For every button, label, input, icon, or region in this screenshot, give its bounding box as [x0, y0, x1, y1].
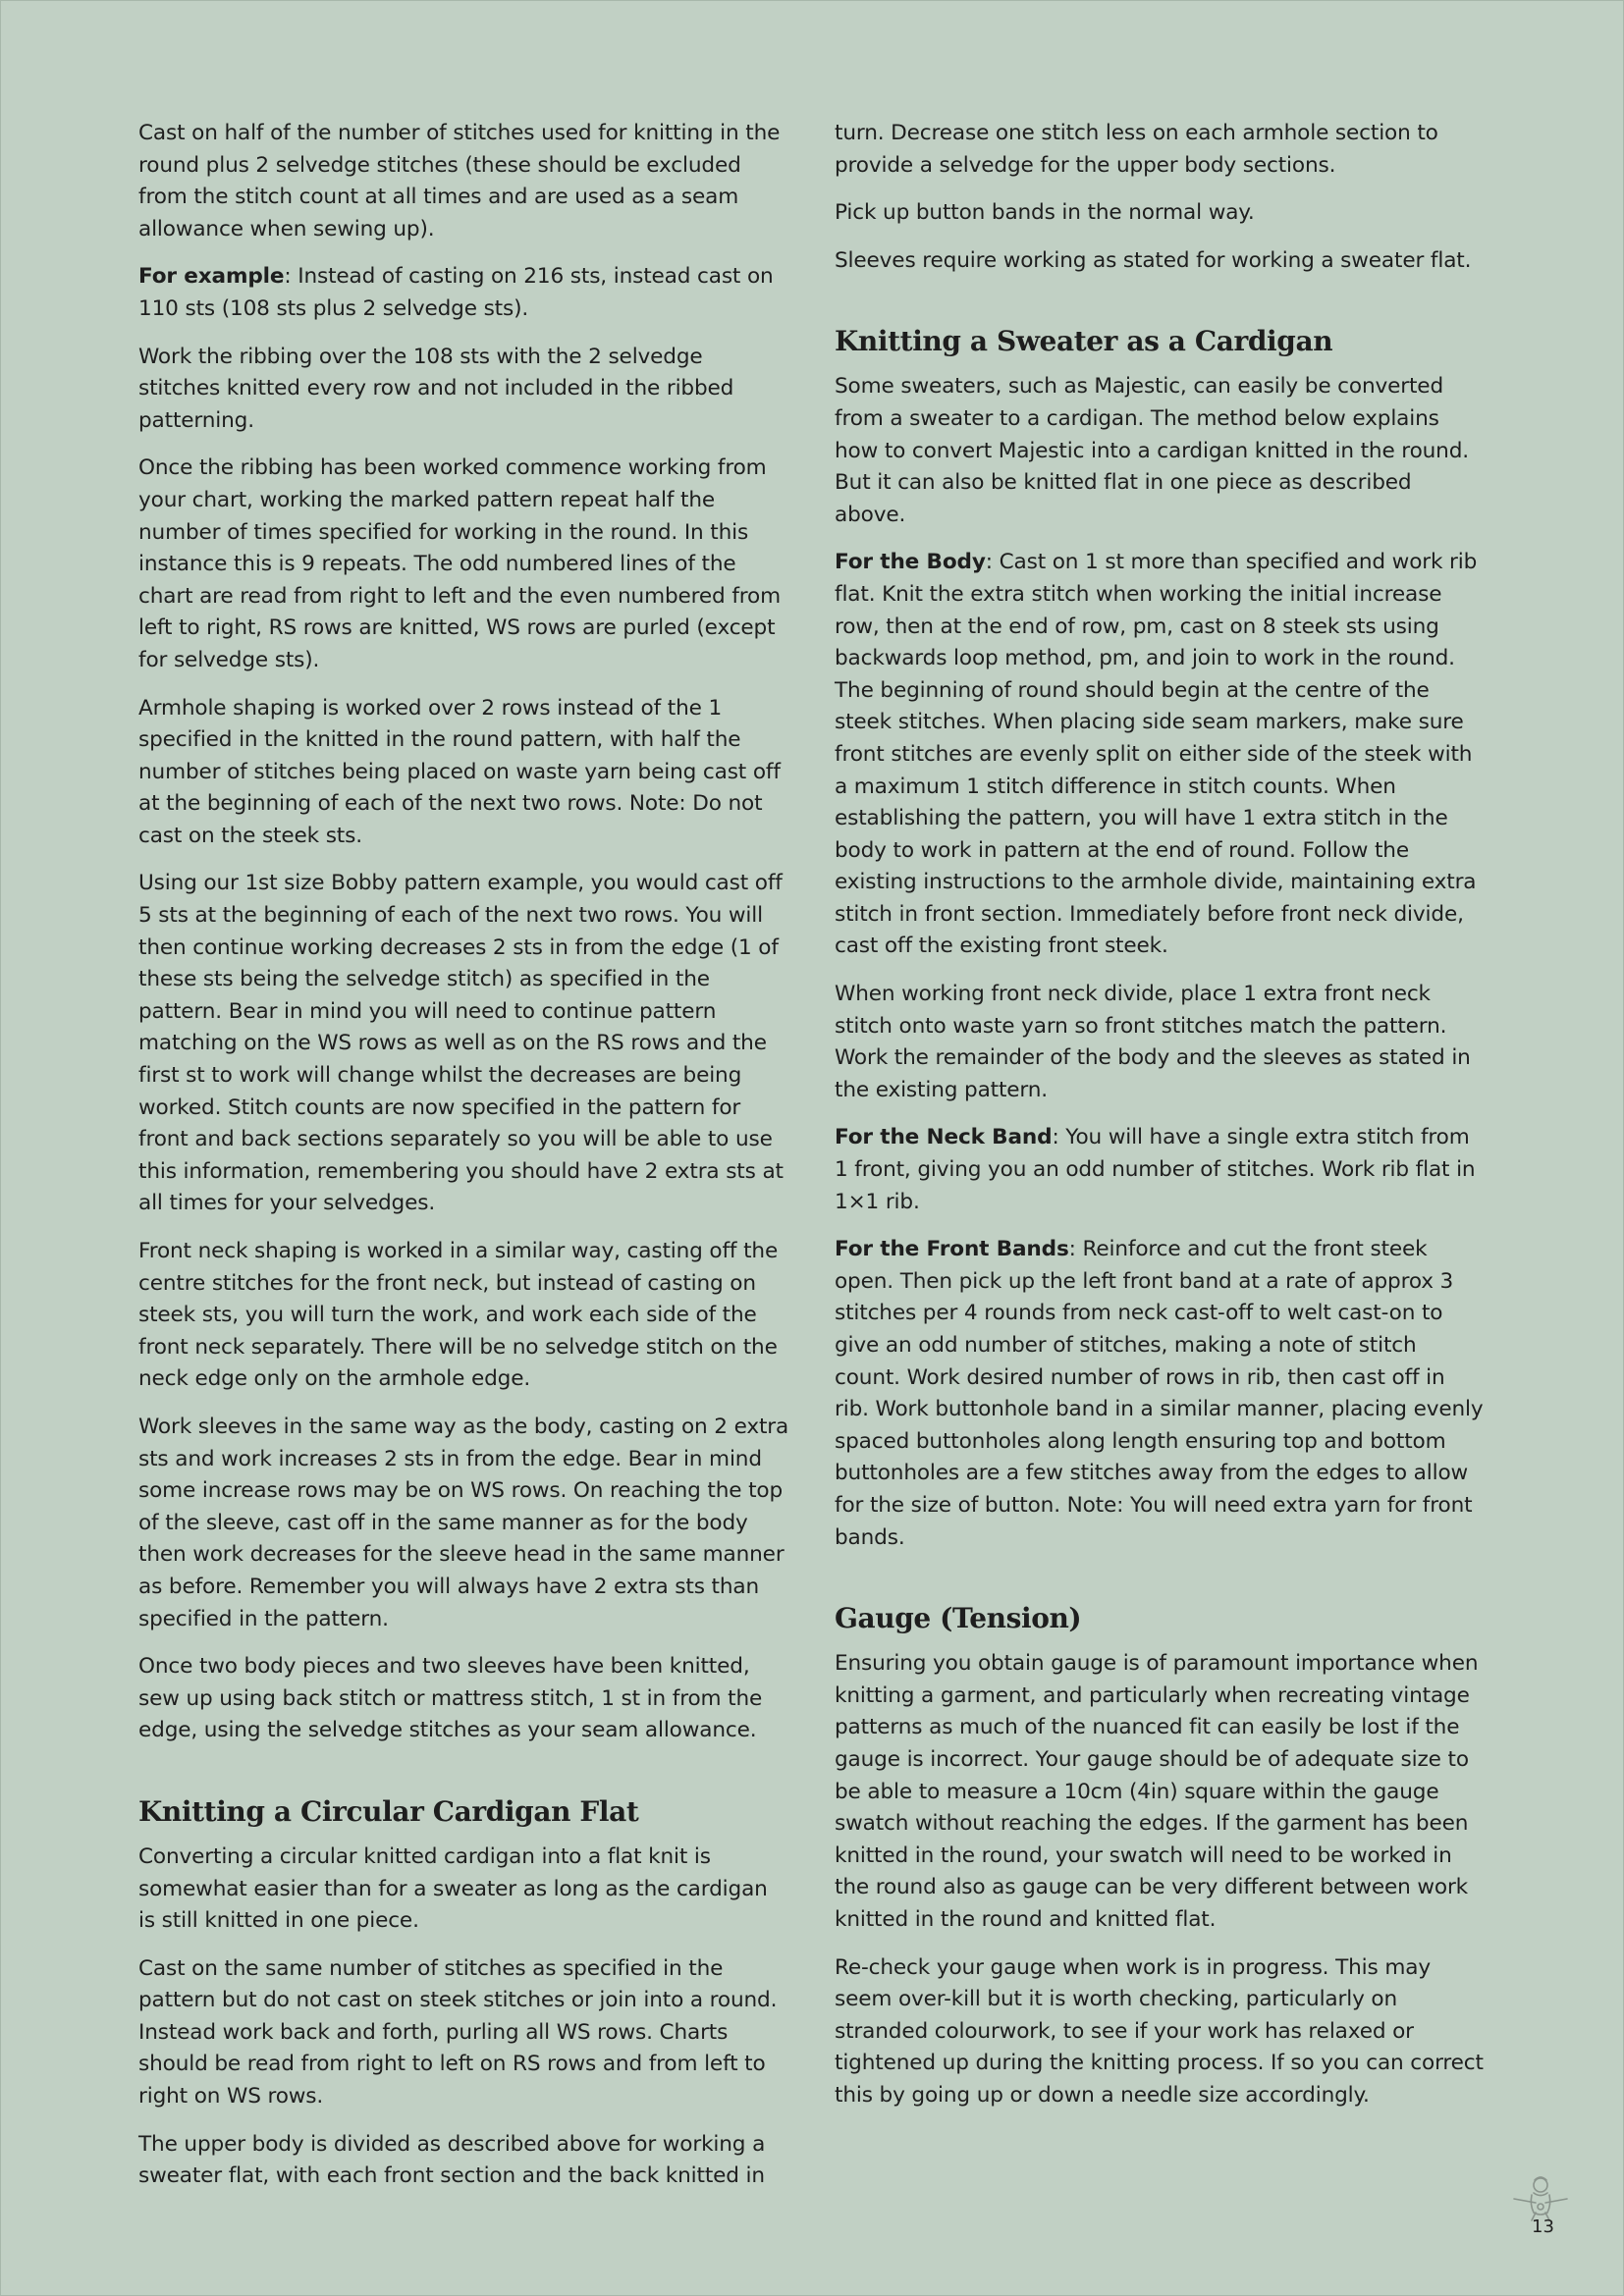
paragraph-gauge-importance: Ensuring you obtain gauge is of paramount importance when knitting a garment, and particularly when recreating vintage patterns as much of the nuanced fit can easily be lost if the gauge is incorrect. Your gauge should be of adequate size to be able to measure a 10cm (4in) square within the gauge swatch without reaching the edges. If the garment has been knitted in the round, your swatch will need to be worked in the round also as gauge can be very different between work knitted in the round and knitted flat.: [835, 1651, 1479, 1932]
heading-circular-cardigan-flat: Knitting a Circular Cardigan Flat: [138, 1794, 639, 1828]
paragraph-front-neck: Front neck shaping is worked in a similar way, casting off the centre stitches for the front neck, but instead of casting on steek sts, you will turn the work, and work each side of the front neck separately. There will be no selvedge stitch on the neck edge only on the armhole edge.: [138, 1239, 779, 1392]
for-example-label: For example: [138, 264, 285, 290]
neck-band-label: For the Neck Band: [835, 1125, 1053, 1150]
paragraph-converting: Converting a circular knitted cardigan into a flat knit is somewhat easier than for a sweater as long as the cardigan is still knitted in one piece.: [138, 1843, 768, 1934]
section-gap: [835, 1570, 1486, 1601]
left-column: [138, 118, 789, 2209]
paragraph-front-bands: [835, 1234, 1486, 1554]
section-gap: [138, 1763, 789, 1794]
paragraph-armhole: Armhole shaping is worked over 2 rows instead of the 1 specified in the knitted in the round pattern, with half the number of stitches being placed on waste yarn being cast off at the beginning of each of the next two rows. Note: Do not cast on the steek sts.: [138, 695, 781, 848]
paragraph-front-neck-divide: When working front neck divide, place 1 extra front neck stitch onto waste yarn so front stitches match the pattern. Work the remainder of the body and the sleeves as stated in the existing pattern.: [835, 982, 1471, 1102]
for-the-body-text: : Cast on 1 st more than specified and work rib flat. Knit the extra stitch when working the initial increase row, then at the end of row, pm, cast on 8 steek sts using backwards loop method, pm, and join to work in the round. The beginning of round should begin at the centre of the steek stitches. When placing side seam markers, make sure front stitches are evenly split on either side of the steek with a maximum 1 stitch difference in stitch counts. When establishing the pattern, you will have 1 extra stitch in the body to work in pattern at the end of round. Follow the existing instructions to the armhole divide, maintaining extra stitch in front section. Immediately before front neck divide, cast off the existing front steek.: [835, 550, 1478, 959]
paragraph-cast-on: Cast on half of the number of stitches used for knitting in the round plus 2 selvedge stitches (these should be excluded from the stitch count at all times and are used as a seam allowance when sewing up).: [138, 121, 781, 241]
page-number: 13: [1532, 2216, 1554, 2237]
for-example-text: : Instead of casting on 216 sts, instead cast on 110 sts (108 sts plus 2 selvedge sts).: [138, 264, 774, 321]
paragraph-turn: turn. Decrease one stitch less on each armhole section to provide a selvedge for the upper body sections.: [835, 121, 1438, 178]
paragraph-sew-up: Once two body pieces and two sleeves have been knitted, sew up using back stitch or mattress stitch, 1 st in from the edge, using the selvedge stitches as your seam allowance.: [138, 1654, 763, 1743]
paragraph-ribbing: Work the ribbing over the 108 sts with the 2 selvedge stitches knitted every row and not included in the ribbed patterning.: [138, 344, 734, 433]
paragraph-bobby-example: Using our 1st size Bobby pattern example, you would cast off 5 sts at the beginning of each of the next two rows. You will then continue working decreases 2 sts in from the edge (1 of these sts being the selvedge stitch) as specified in the pattern. Bear in mind you will need to continue pattern matching on the WS rows as well as on the RS rows and the first st to work will change whilst the decreases are being worked. Stitch counts are now specified in the pattern for front and back sections separately so you will be able to use this information, remembering you should have 2 extra sts at all times for your selvedges.: [138, 871, 784, 1216]
paragraph-sleeves: Work sleeves in the same way as the body, casting on 2 extra sts and work increases 2 sts in from the edge. Bear in mind some increase rows may be on WS rows. On reaching the top of the sleeve, cast off in the same manner as for the body then work decreases for the sleeve head in the same manner as before. Remember you will always have 2 extra sts than specified in the pattern.: [138, 1414, 789, 1631]
neck-band-text: : You will have a single extra stitch from 1 front, giving you an odd number of stitches. Work rib flat in 1×1 rib.: [835, 1125, 1476, 1214]
paragraph-upper-body: The upper body is divided as described above for working a sweater flat, with each front section and the back knitted in: [138, 2131, 766, 2189]
paragraph-for-example: [138, 261, 789, 325]
paragraph-for-the-body: [835, 547, 1486, 963]
heading-sweater-as-cardigan: Knitting a Sweater as a Cardigan: [835, 325, 1333, 358]
right-column: [835, 118, 1486, 2127]
paragraph-sleeves-flat: Sleeves require working as stated for working a sweater flat.: [835, 247, 1472, 273]
heading-gauge: Gauge (Tension): [835, 1602, 1082, 1635]
paragraph-button-bands: Pick up button bands in the normal way.: [835, 200, 1255, 226]
paragraph-majestic: Some sweaters, such as Majestic, can easily be converted from a sweater to a cardigan. The method below explains how to convert Majestic into a cardigan knitted in the round. But it can also be knitted flat in one piece as described above.: [835, 374, 1469, 527]
front-bands-label: For the Front Bands: [835, 1237, 1069, 1262]
paragraph-cast-on-same: Cast on the same number of stitches as specified in the pattern but do not cast on steek stitches or join into a round. Instead work back and forth, purling all WS rows. Charts should be read from right to left on RS rows and from left to right on WS rows.: [138, 1955, 778, 2109]
section-gap: [835, 293, 1486, 324]
for-the-body-label: For the Body: [835, 550, 986, 575]
paragraph-chart: Once the ribbing has been worked commence working from your chart, working the marked pattern repeat half the number of times specified for working in the round. In this instance this is 9 repeats. The odd numbered lines of the chart are read from right to left and the even numbered from left to right, RS rows are knitted, WS rows are purled (except for selvedge sts).: [138, 455, 781, 672]
paragraph-recheck-gauge: Re-check your gauge when work is in progress. This may seem over-kill but it is worth checking, particularly on stranded colourwork, to see if your work has relaxed or tightened up during the knitting process. If so you can correct this by going up or down a needle size accordingly.: [835, 1954, 1484, 2108]
paragraph-neck-band: [835, 1122, 1486, 1218]
front-bands-text: : Reinforce and cut the front steek open. Then pick up the left front band at a rate of approx 3 stitches per 4 rounds from neck cast-off to welt cast-on to give an odd number of stitches, making a note of stitch count. Work desired number of rows in rib, then cast off in rib. Work buttonhole band in a similar manner, placing evenly spaced buttonholes along length ensuring top and bottom buttonholes are a few stitches away from the edges to allow for the size of button. Note: You will need extra yarn for front bands.: [835, 1237, 1484, 1550]
